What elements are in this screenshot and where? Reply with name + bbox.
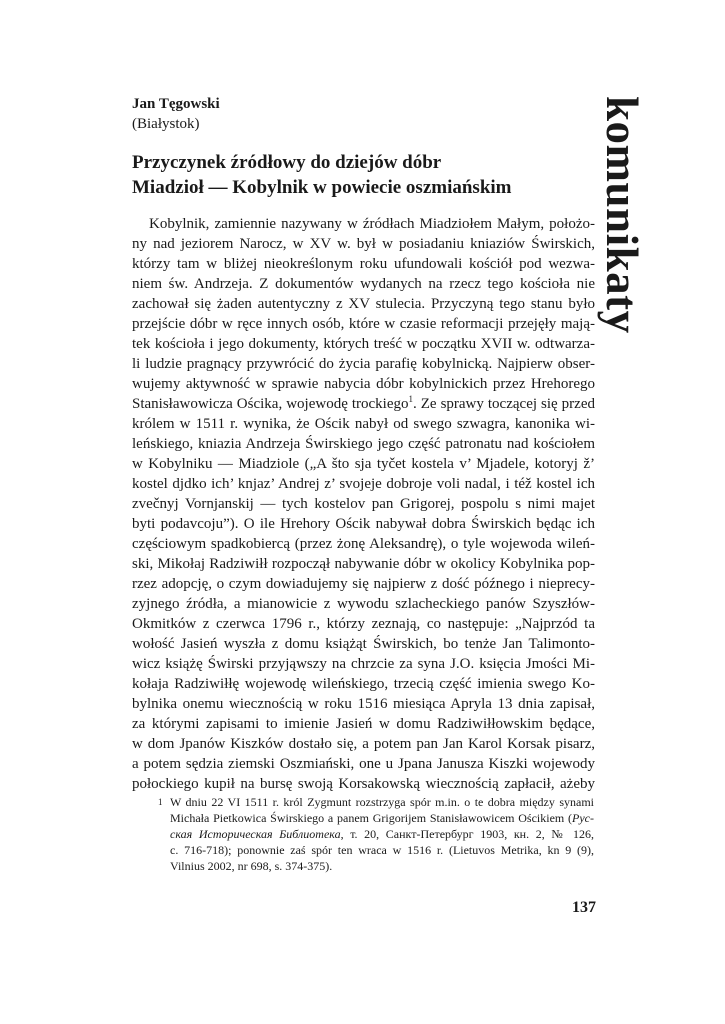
body-line: kołaja Radziwiłłę wojewodę wileńskiego, trzecią część imienia swego Ko- xyxy=(132,676,595,692)
footnote-line: W dniu 22 VI 1511 r. król Zygmunt rozstrzyga spór m.in. o te dobra między synami xyxy=(170,795,594,809)
body-line-tail: . Ze sprawy toczącej się przed xyxy=(413,396,595,412)
body-line: bylnika onemu wiecznością w roku 1516 miesiąca Apryla 13 dnia zapisał, xyxy=(132,696,595,712)
body-line: Kobylnik, zamiennie nazywany w źródłach Miadziołem Małym, położo- xyxy=(149,216,595,232)
footnote-text-segment: , т. 20, Санкт-Петербург 1903, кн. 2, № 126, xyxy=(340,827,595,841)
footnote-line xyxy=(170,826,594,842)
body-line: połockiego kupił na bursę swoją Korsakowską wiecznością zapłacił, ażeby xyxy=(132,776,595,792)
footnote-number: 1 xyxy=(158,797,163,807)
body-line-with-footnote xyxy=(132,394,595,414)
body-line: zyjnego źródła, a mianowicie z wywodu szlacheckiego panów Szyszłów- xyxy=(132,596,595,612)
body-line: kostel djdko ich’ knjaz’ Andrej z’ svojeje dobroje voli nadal, i též kostel ich xyxy=(132,476,595,492)
body-line: niem św. Andrzeja. Z dokumentów wydanych na rzecz tego kościoła nie xyxy=(132,276,595,292)
author-block xyxy=(132,94,220,134)
footnote-text xyxy=(170,794,594,874)
footnote-text-segment: Michała Pietkowica Świrskiego a panem Grigorijem Stanisławowicem Ościkiem ( xyxy=(170,811,573,825)
body-line: byti podavcoju”). O ile Hrehory Ościk nabywał dobra Świrskich będąc ich xyxy=(132,516,595,532)
title-line: Miadzioł — Kobylnik w powiecie oszmiańskim xyxy=(132,177,512,198)
body-line: wujemy aktywność w sprawie nabycia dóbr kobylnickich przez Hrehorego xyxy=(132,376,595,392)
footnote-italic-title: ская Историческая Библиотека xyxy=(170,827,341,841)
footnote-line xyxy=(170,810,594,826)
body-line: wicz książę Świrski przyjąwszy na chrzcie za syna J.O. księcia Jmości Mi- xyxy=(132,656,595,672)
footnote-italic-title: Рус- xyxy=(572,811,594,825)
body-line: w dom Jpanów Kiszków dostało się, a potem pan Jan Karol Korsak pisarz, xyxy=(132,736,595,752)
body-line: zvečnyj Vornjanskij — tych kostelov pan Grigorej, pospolu s nimi majet xyxy=(132,496,595,512)
author-affiliation: (Białystok) xyxy=(132,116,200,132)
body-line: tek kościoła i jego dokumenty, których treść w początku XVII w. odtwarza- xyxy=(132,336,595,352)
body-line: zachował się żaden autentyczny z XV stulecia. Przyczyną tego stanu było xyxy=(132,296,595,312)
article-body xyxy=(132,214,595,794)
body-line: rzez adopcję, o czym dowiadujemy się najpierw z dość późnego i nieprecy- xyxy=(132,576,595,592)
title-line: Przyczynek źródłowy do dziejów dóbr xyxy=(132,152,442,173)
body-line: ski, Mikołaj Radziwiłł rozpoczął nabywanie dóbr w okolicy Kobylnika pop- xyxy=(132,556,595,572)
author-name: Jan Tęgowski xyxy=(132,96,220,112)
body-line: a potem sędzia ziemski Oszmiański, one u Jpana Janusza Kiszki wojewody xyxy=(132,756,595,772)
body-line: królem w 1511 r. wynika, że Ościk nabył od swego szwagra, kanonika wi- xyxy=(132,416,595,432)
body-line: li ludzie pragnący przywrócić do życia parafię kobylnicką. Najpierw obser- xyxy=(132,356,595,372)
body-line: wołość Jasień wyszła z domu książąt Świrskich, bo tenże Jan Talimonto- xyxy=(132,636,595,652)
section-label: komunikaty xyxy=(597,96,647,334)
footnote-reference[interactable]: 1 xyxy=(408,394,413,404)
body-line: przejście dóbr w ręce innych osób, które w czasie reformacji przejęły mają- xyxy=(132,316,595,332)
body-line: Okmitków z czerwca 1796 r., którzy zeznają, co następuje: „Najprzód ta xyxy=(132,616,595,632)
footnote-line: Vilnius 2002, nr 698, s. 374-375). xyxy=(170,859,333,873)
article-title xyxy=(132,150,512,200)
body-line: częściowym spadkobiercą (przez żonę Aleksandrę), o tyle wojewoda wileń- xyxy=(132,536,595,552)
footnote-section xyxy=(158,794,594,874)
body-line: w Kobylniku — Miadziole („A što sja tyčet kostela v’ Mjadele, kotoryj ž’ xyxy=(132,456,595,472)
footnote-line: c. 716-718); ponownie zaś spór ten wraca w 1516 r. (Lietuvos Metrika, kn 9 (9), xyxy=(170,843,594,857)
page-number: 137 xyxy=(572,899,596,916)
body-line: którzy tam w bliżej nieokreślonym roku ufundowali kościół pod wezwa- xyxy=(132,256,595,272)
body-line: za którymi zapisami to imienie Jasień w domu Radziwiłłowskim będące, xyxy=(132,716,595,732)
body-line: ny nad jeziorem Narocz, w XV w. był w posiadaniu kniaziów Świrskich, xyxy=(132,236,595,252)
body-line-head: Stanisławowicza Ościka, wojewodę trockiego xyxy=(132,396,409,412)
body-line: leńskiego, kniazia Andrzeja Świrskiego jego część patronatu nad kościołem xyxy=(132,436,595,452)
